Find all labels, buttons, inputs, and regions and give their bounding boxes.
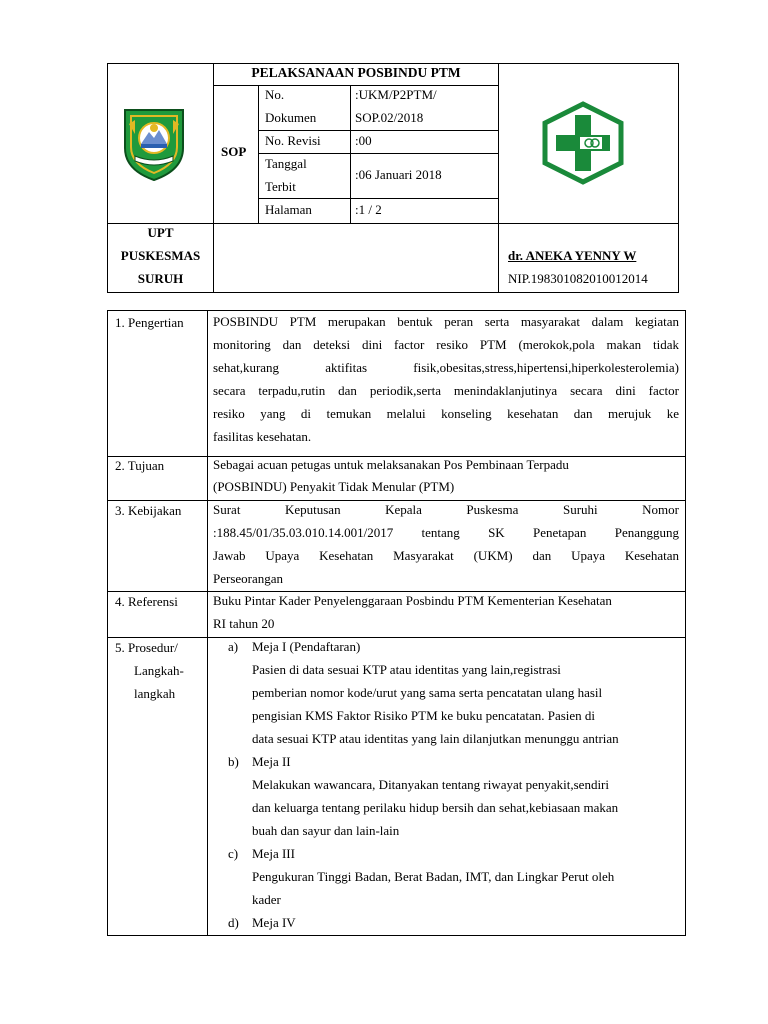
doc-number-label-1: No. xyxy=(265,87,285,102)
body-line: Sebagai acuan petugas untuk melaksanakan Pos Pembinaan Terpadu xyxy=(213,457,569,472)
body-line: :188.45/01/35.03.010.14.001/2017 tentang SK Penetapan Penanggung xyxy=(213,525,679,540)
body-line: resiko yang di temukan melalui konseling kesehatan dan merujuk ke xyxy=(213,406,679,421)
item-line: Pasien di data sesuai KTP atau identitas yang lain,registrasi xyxy=(252,662,561,677)
section-label-pengertian: 1. Pengertian xyxy=(115,315,184,330)
section-body-tujuan xyxy=(213,457,679,501)
item-line: buah dan sayur dan lain-lain xyxy=(252,823,400,838)
body-line: fasilitas kesehatan. xyxy=(213,429,312,444)
item-line: dan keluarga tentang perilaku hidup bersih dan sehat,kebiasaan makan xyxy=(252,800,619,815)
doc-number-label-2: Dokumen xyxy=(265,110,317,125)
section-label-kebijakan: 3. Kebijakan xyxy=(115,503,182,518)
body-line: Buku Pintar Kader Penyelenggaraan Posbindu PTM Kementerian Kesehatan xyxy=(213,593,612,608)
procedure-item xyxy=(213,754,683,777)
item-line: Pengukuran Tinggi Badan, Berat Badan, IMT, dan Lingkar Perut oleh xyxy=(252,869,615,884)
item-title: Meja IV xyxy=(252,915,296,930)
procedure-item xyxy=(213,639,683,662)
body-line: monitoring dan deteksi dini factor resiko PTM (merokok,pola makan tidak xyxy=(213,337,679,352)
item-marker: c) xyxy=(228,846,239,861)
item-line: kader xyxy=(252,892,281,907)
puskesmas-cross-logo xyxy=(540,101,626,185)
section-label-referensi: 4. Referensi xyxy=(115,594,178,609)
section-label-prosedur-3: langkah xyxy=(134,686,176,701)
date-label-1: Tanggal xyxy=(265,156,307,171)
body-line: (POSBINDU) Penyakit Tidak Menular (PTM) xyxy=(213,479,455,494)
item-marker: a) xyxy=(228,639,239,654)
revision-value: :00 xyxy=(355,133,372,148)
procedure-item xyxy=(213,915,683,938)
item-marker: d) xyxy=(228,915,239,930)
signer-nip: NIP.198301082010012014 xyxy=(508,271,648,286)
section-label-tujuan: 2. Tujuan xyxy=(115,458,165,473)
revision-label: No. Revisi xyxy=(265,133,321,148)
procedure-list xyxy=(213,639,683,938)
body-line: Jawab Upaya Kesehatan Masyarakat (UKM) dan Upaya Kesehatan xyxy=(213,548,679,563)
section-label-prosedur-1: 5. Prosedur/ xyxy=(115,640,178,655)
signer-name: dr. ANEKA YENNY W xyxy=(508,248,637,263)
sop-label: SOP xyxy=(221,144,247,159)
org-name-line-1: UPT xyxy=(147,225,174,240)
date-label-2: Terbit xyxy=(265,179,296,194)
page-label: Halaman xyxy=(265,202,312,217)
item-marker: b) xyxy=(228,754,239,769)
section-body-kebijakan xyxy=(213,502,679,594)
org-name-line-2: PUSKESMAS xyxy=(120,248,201,263)
doc-number-value-2: SOP.02/2018 xyxy=(355,110,424,125)
item-line: data sesuai KTP atau identitas yang lain dilanjutkan menunggu antrian xyxy=(252,731,619,746)
procedure-item xyxy=(213,846,683,869)
item-title: Meja II xyxy=(252,754,291,769)
section-body-pengertian xyxy=(213,314,679,452)
section-body-referensi xyxy=(213,593,679,639)
body-line: Perseorangan xyxy=(213,571,284,586)
body-line: Surat Keputusan Kepala Puskesma Suruhi Nomor xyxy=(213,502,679,517)
item-line: Melakukan wawancara, Ditanyakan tentang riwayat penyakit,sendiri xyxy=(252,777,609,792)
org-name-line-3: SURUH xyxy=(137,271,184,286)
item-line: pemberian nomor kode/urut yang sama serta pencatatan ulang hasil xyxy=(252,685,603,700)
item-title: Meja I (Pendaftaran) xyxy=(252,639,361,654)
item-title: Meja III xyxy=(252,846,295,861)
document-title: PELAKSANAAN POSBINDU PTM xyxy=(251,65,461,80)
page-value: :1 / 2 xyxy=(355,202,382,217)
body-line: RI tahun 20 xyxy=(213,616,275,631)
body-line: POSBINDU PTM merupakan bentuk peran serta masyarakat dalam kegiatan xyxy=(213,314,679,329)
section-label-prosedur-2: Langkah- xyxy=(134,663,184,678)
district-emblem-logo xyxy=(119,104,189,182)
body-line: secara terpadu,rutin dan periodik,serta menindaklanjutinya secara dini factor xyxy=(213,383,679,398)
body-line: sehat,kurang aktifitas fisik,obesitas,stress,hipertensi,hiperkolesterolemia) xyxy=(213,360,679,375)
doc-number-value-1: :UKM/P2PTM/ xyxy=(355,87,437,102)
date-value: :06 Januari 2018 xyxy=(355,167,442,182)
item-line: pengisian KMS Faktor Risiko PTM ke buku pencatatan. Pasien di xyxy=(252,708,596,723)
